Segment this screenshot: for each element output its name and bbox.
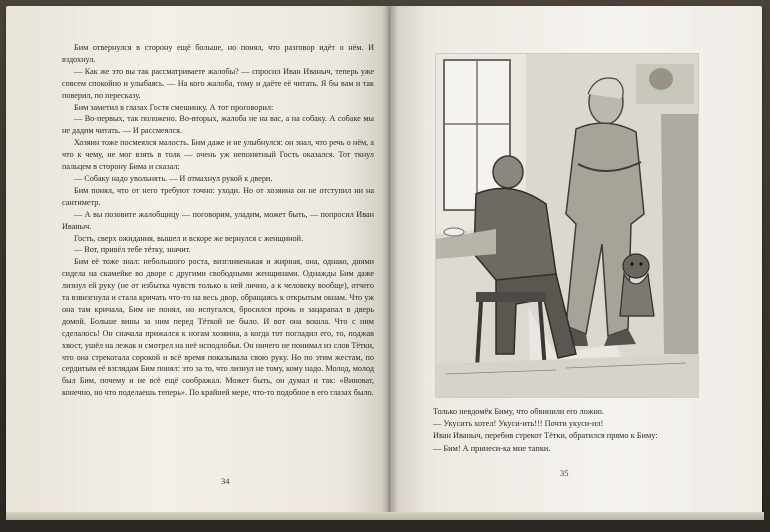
paragraph: — Как же это вы так рассматриваете жалобы? — спросил Иван Иваныч, теперь уже совсем спокойно и улыбаясь. — На кого жалоба, тому и даёте её читать. Я бы вам и так поверил, по пересказу. bbox=[62, 66, 374, 100]
book-gutter bbox=[382, 6, 398, 516]
caption-line: — Укусить хотел! Укуси-ить!!! Почти укуси-ил! bbox=[433, 419, 604, 429]
paragraph: Бим понял, что от него требуют точно: уходи. Но от хозяина он не отступил ни на сантиметр. bbox=[62, 185, 374, 207]
paragraph: — А вы позовите жалобщицу — поговорим, уладим, может быть, — попросил Иван Иваныч. bbox=[62, 209, 374, 231]
right-page-text bbox=[433, 406, 733, 455]
page-number-left: 34 bbox=[221, 476, 230, 486]
caption-line: Только невдомёк Биму, что обвинили его ложно. bbox=[433, 407, 604, 416]
caption-line: — Бим! А принеси-ка мне тапки. bbox=[433, 443, 551, 453]
paragraph: — Собаку надо увольнять. — И отмахнул рукой к двери. bbox=[74, 173, 273, 183]
paragraph: — Вот, привёл тебе тётку, значит. bbox=[74, 245, 191, 255]
paragraph: Бим отвернулся в сторону ещё больше, но понял, что разговор идёт о нём. И вздохнул. bbox=[62, 43, 374, 64]
book-illustration bbox=[435, 53, 699, 398]
caption-line: Иван Иваныч, перебив стрекот Тётки, обратился прямо к Биму: bbox=[433, 431, 658, 441]
paragraph: Бим заметил в глазах Гостя смешинку. А тот проговорил: bbox=[74, 102, 274, 112]
paragraph: Хозяин тоже посмеялся малость. Бим даже и не улыбнулся: он знал, что речь о нём, а что к чему, не мог взять в толк — очень уж непонятный Гость оказался. Тот ткнул пальцем в сторону Бима и сказал: bbox=[62, 138, 374, 172]
sketch-illustration-icon bbox=[436, 54, 698, 397]
paragraph: Бим её тоже знал: небольшого роста, визгливенькая и жирная, она, однако, днями сидела на скамейке во дворе с другими свободными женщинами. Однажды Бим даже лизнул ей руку (не от избытка чувств только к ней лично, а к человеку вообще), отчего та взвизгнула и стала кричать что-то на весь двор, обращаясь к открытым окнам. Что уж она там кричала, Бим не понял, но испугался, бросился прочь и зацарапал в дверь домой. Больше вины за ним перед Тёткой не было. И вот она вошла. Что с ним сделалось! Он сначала прижался к ногам хозяина, а когда тот погладил его, то, поджав хвост, ушёл на лежак и смотрел на неё исподлобья. Он ничего не понимал из слов Тётки, что она стрекотала сорокой и всё время показывала свою руку. Но по этим жестам, по сердитым её взглядам Бим понял: это за то, что лизнул не тому, кому надо. Молод, молод был Бим, почему и не всё ещё соображал. Может быть, он думал и так: «Виноват, конечно, но что поделаешь теперь». По крайней мере, что-то подобное в его глазах было. bbox=[62, 257, 374, 398]
page-number-right: 35 bbox=[560, 468, 569, 478]
page-edges bbox=[6, 512, 764, 520]
left-page-text bbox=[62, 42, 374, 399]
paragraph: Гость, сверх ожидания, вышел и вскоре же вернулся с женщиной. bbox=[74, 233, 304, 243]
paragraph: — Во-первых, так положено. Во-вторых, жалоба не на вас, а на собаку. А собаке мы не дадим читать. — И рассмеялся. bbox=[62, 114, 374, 136]
